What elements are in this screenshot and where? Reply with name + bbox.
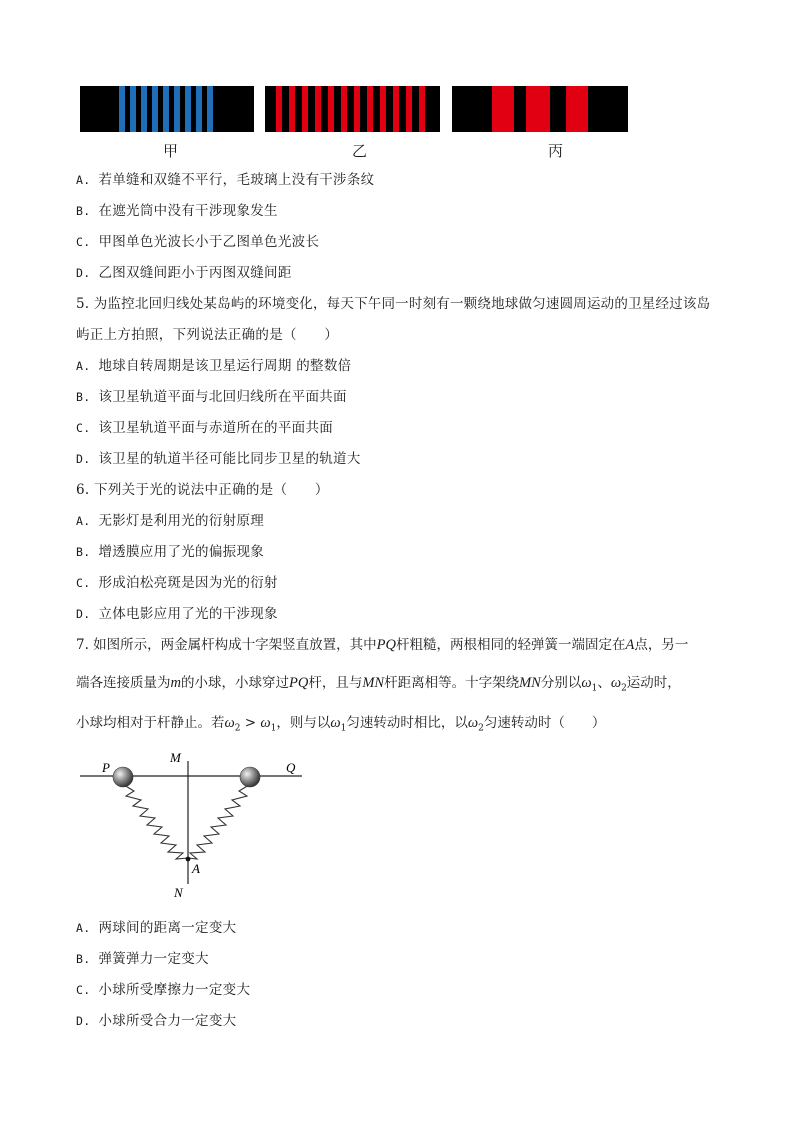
label-n: N <box>174 885 183 900</box>
q5-stem-line1: 5. 为监控北回归线处某岛屿的环境变化，每天下午同一时刻有一颗绕地球做匀速圆周运动的卫星经过该岛 <box>76 296 711 312</box>
q7-stem-line2: 端各连接质量为m的小球，小球穿过PQ杆，且与MN杆距离相等。十字架绕MN分别以$\omega_1$、$\omega_2$运动时， <box>76 675 681 694</box>
q7-option-b: B. 弹簧弹力一定变大 <box>76 951 209 967</box>
fringe-strip-yi <box>265 86 440 132</box>
q6-stem: 6. 下列关于光的说法中正确的是（ ） <box>76 482 329 498</box>
q7-option-a: A. 两球间的距离一定变大 <box>76 920 237 936</box>
anchor-point-a <box>186 857 191 862</box>
q4-option-c: C. 甲图单色光波长小于乙图单色光波长 <box>76 234 320 250</box>
q6-option-d: D. 立体电影应用了光的干涉现象 <box>76 606 278 622</box>
q5-option-a: A. 地球自转周期是该卫星运行周期 的整数倍 <box>76 358 352 374</box>
spring-left <box>124 785 188 859</box>
spring-right <box>188 785 249 859</box>
fringe-label-jia: 甲 <box>163 142 179 160</box>
q4-option-d: D. 乙图双缝间距小于丙图双缝间距 <box>76 265 292 281</box>
q6-option-c: C. 形成泊松亮斑是因为光的衍射 <box>76 575 278 591</box>
q7-stem-line3: 小球均相对于杆静止。若$\omega_2 > \omega_1$，则与以$\omega_1$匀速转动时相比，以$\omega_2$匀速转动时（ ） <box>76 715 606 734</box>
q5-option-c: C. 该卫星轨道平面与赤道所在的平面共面 <box>76 420 334 436</box>
fringe-label-yi: 乙 <box>352 142 368 160</box>
label-m: M <box>170 750 181 765</box>
fringe-strip-jia <box>80 86 254 132</box>
ball-right <box>240 767 260 787</box>
ball-left <box>113 767 133 787</box>
fringe-label-bing: 丙 <box>548 142 564 160</box>
fringe-strip-bing <box>452 86 628 132</box>
label-a: A <box>192 861 200 876</box>
q6-option-a: A. 无影灯是利用光的衍射原理 <box>76 513 265 529</box>
label-p: P <box>102 760 110 775</box>
q5-option-b: B. 该卫星轨道平面与北回归线所在平面共面 <box>76 389 347 405</box>
q7-stem-line1: 7. 如图所示，两金属杆构成十字架竖直放置，其中PQ杆粗糙，两根相同的轻弹簧一端固定在A点，另一 <box>76 637 689 653</box>
interference-fringe-figure <box>80 86 628 132</box>
cross-frame-spring-figure <box>76 745 316 905</box>
q4-option-b: B. 在遮光筒中没有干涉现象发生 <box>76 203 278 219</box>
q5-stem-line2: 屿正上方拍照，下列说法正确的是（ ） <box>76 327 339 343</box>
q4-option-a: A. 若单缝和双缝不平行，毛玻璃上没有干涉条纹 <box>76 172 375 188</box>
label-q: Q <box>286 760 296 775</box>
q5-option-d: D. 该卫星的轨道半径可能比同步卫星的轨道大 <box>76 451 361 467</box>
q7-option-c: C. 小球所受摩擦力一定变大 <box>76 982 251 998</box>
q7-option-d: D. 小球所受合力一定变大 <box>76 1013 237 1029</box>
q6-option-b: B. 增透膜应用了光的偏振现象 <box>76 544 265 560</box>
